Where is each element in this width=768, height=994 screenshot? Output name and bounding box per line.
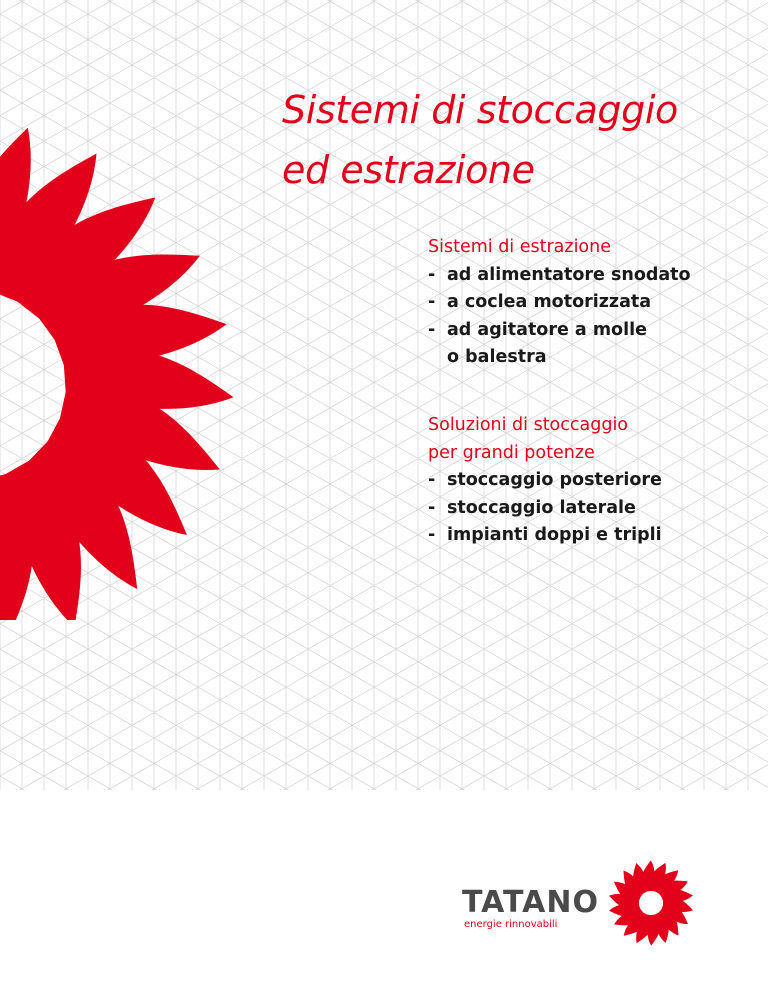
list-item-continuation: o balestra — [447, 347, 547, 367]
bullet-dash: - — [428, 264, 436, 285]
logo-wordmark: TATANO — [462, 885, 599, 920]
storage-heading-line-1: Soluzioni di stoccaggio — [428, 415, 629, 435]
list-item-text: impianti doppi e tripli — [447, 525, 662, 545]
title-line-2: ed estrazione — [282, 148, 535, 192]
list-item-text: a coclea motorizzata — [447, 292, 652, 312]
bullet-dash: - — [428, 497, 436, 518]
bullet-dash: - — [428, 292, 436, 312]
bullet-dash: - — [428, 470, 436, 490]
list-item-text: stoccaggio laterale — [447, 497, 636, 518]
list-item — [428, 262, 758, 290]
logo-tagline: energie rinnovabili — [464, 919, 558, 930]
list-item — [428, 317, 758, 345]
list-item — [428, 522, 758, 550]
list-item-text: ad agitatore a molle — [447, 319, 647, 340]
storage-section — [428, 412, 758, 550]
bullet-dash: - — [428, 319, 436, 340]
list-item — [428, 289, 758, 317]
list-item-text: ad alimentatore snodato — [447, 264, 691, 285]
list-item — [428, 495, 758, 523]
list-item — [428, 467, 758, 495]
extraction-heading: Sistemi di estrazione — [428, 237, 611, 257]
list-item-text: stoccaggio posteriore — [447, 470, 662, 490]
page-title — [282, 80, 762, 200]
extraction-section — [428, 234, 758, 372]
bullet-dash: - — [428, 525, 436, 545]
title-line-1: Sistemi di stoccaggio — [282, 88, 678, 132]
sunburst-icon — [608, 860, 694, 946]
storage-heading-line-2: per grandi potenze — [428, 442, 595, 463]
sunburst-decoration-icon — [0, 0, 300, 620]
